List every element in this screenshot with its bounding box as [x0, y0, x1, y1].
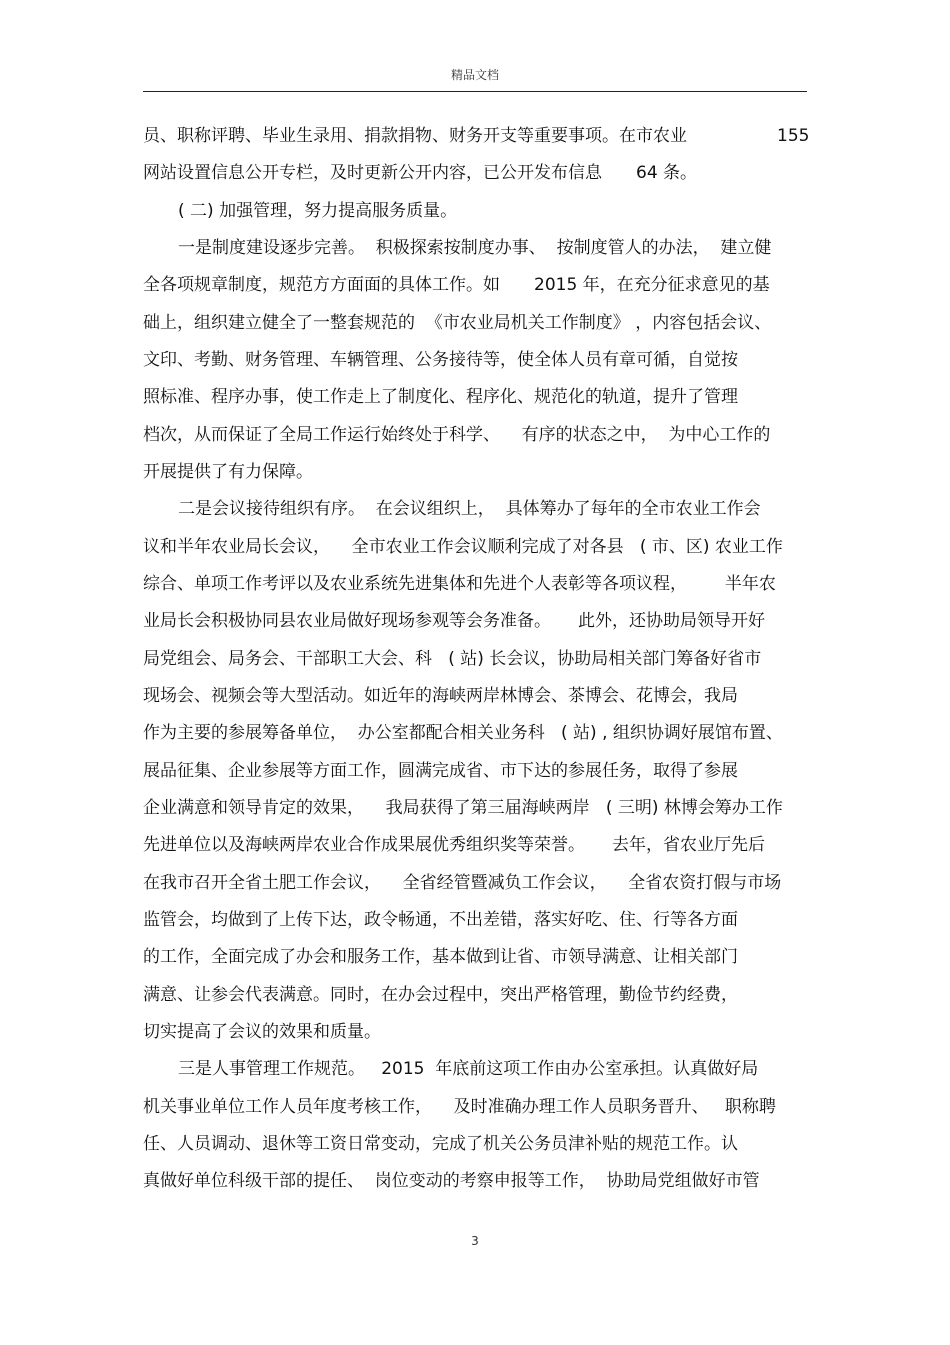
- text-line: 机关事业单位工作人员年度考核工作， 及时准确办理工作人员职务晋升、 职称聘: [143, 1097, 776, 1117]
- text-line: 综合、单项工作考评以及农业系统先进集体和先进个人表彰等各项议程， 半年农: [143, 574, 776, 594]
- text-line: 切实提高了会议的效果和质量。: [143, 1022, 381, 1042]
- text-line: 企业满意和领导肯定的效果， 我局获得了第三届海峡两岸 ( 三明) 林博会筹办工作: [143, 798, 783, 818]
- text-line: 业局长会积极协同县农业局做好现场参观等会务准备。 此外，还协助局领导开好: [143, 611, 766, 631]
- text-line: 网站设置信息公开专栏，及时更新公开内容，已公开发布信息 64 条。: [143, 163, 698, 183]
- text-line: 础上，组织建立健全了一整套规范的 《市农业局机关工作制度》 ，内容包括会议、: [143, 313, 772, 333]
- text-line: 文印、考勤、财务管理、车辆管理、公务接待等，使全体人员有章可循，自觉按: [143, 350, 738, 370]
- text-line: 的工作，全面完成了办会和服务工作，基本做到让省、市领导满意、让相关部门: [143, 947, 738, 967]
- section-heading: ( 二) 加强管理，努力提高服务质量。: [178, 201, 458, 221]
- text-line: 照标准、程序办事，使工作走上了制度化、程序化、规范化的轨道，提升了管理: [143, 387, 738, 407]
- header-label: 精品文档: [450, 68, 499, 82]
- text-line: 真做好单位科级干部的提任、 岗位变动的考察申报等工作， 协助局党组做好市管: [143, 1171, 760, 1191]
- margin-number: 155: [777, 126, 810, 146]
- text-line: 展品征集、企业参展等方面工作，圆满完成省、市下达的参展任务，取得了参展: [143, 761, 738, 781]
- text-line: 作为主要的参展筹备单位， 办公室都配合相关业务科 ( 站) , 组织协调好展馆布置、: [143, 723, 783, 743]
- text-line: 全各项规章制度，规范方方面面的具体工作。如 2015 年，在充分征求意见的基: [143, 275, 770, 295]
- page-number: 3: [471, 1234, 479, 1248]
- text-line: 满意、让参会代表满意。同时，在办会过程中，突出严格管理，勤俭节约经费，: [143, 985, 738, 1005]
- text-line: 现场会、视频会等大型活动。如近年的海峡两岸林博会、茶博会、花博会，我局: [143, 686, 738, 706]
- text-line: 局党组会、局务会、干部职工大会、科 ( 站) 长会议，协助局相关部门筹备好省市: [143, 649, 762, 669]
- text-line: 议和半年农业局长会议， 全市农业工作会议顺利完成了对各县 ( 市、区) 农业工作: [143, 537, 783, 557]
- text-line: 开展提供了有力保障。: [143, 462, 313, 482]
- text-line: 先进单位以及海峡两岸农业合作成果展优秀组织奖等荣誉。 去年，省农业厅先后: [143, 835, 766, 855]
- text-line: 任、人员调动、退休等工资日常变动，完成了机关公务员津补贴的规范工作。认: [143, 1134, 738, 1154]
- text-line: 档次，从而保证了全局工作运行始终处于科学、 有序的状态之中， 为中心工作的: [143, 425, 771, 445]
- text-line: 在我市召开全省土肥工作会议， 全省经管暨减负工作会议， 全省农资打假与市场: [143, 873, 782, 893]
- text-line: 监管会，均做到了上传下达，政令畅通，不出差错，落实好吃、住、行等各方面: [143, 910, 738, 930]
- text-line: 员、职称评聘、毕业生录用、捐款捐物、财务开支等重要事项。在市农业: [143, 126, 687, 146]
- text-line: 一是制度建设逐步完善。 积极探索按制度办事、 按制度管人的办法， 建立健: [178, 238, 772, 258]
- header-divider: [143, 91, 807, 92]
- text-line: 二是会议接待组织有序。 在会议组织上， 具体筹办了每年的全市农业工作会: [178, 499, 761, 519]
- text-line: 三是人事管理工作规范。 2015 年底前这项工作由办公室承担。认真做好局: [178, 1059, 759, 1079]
